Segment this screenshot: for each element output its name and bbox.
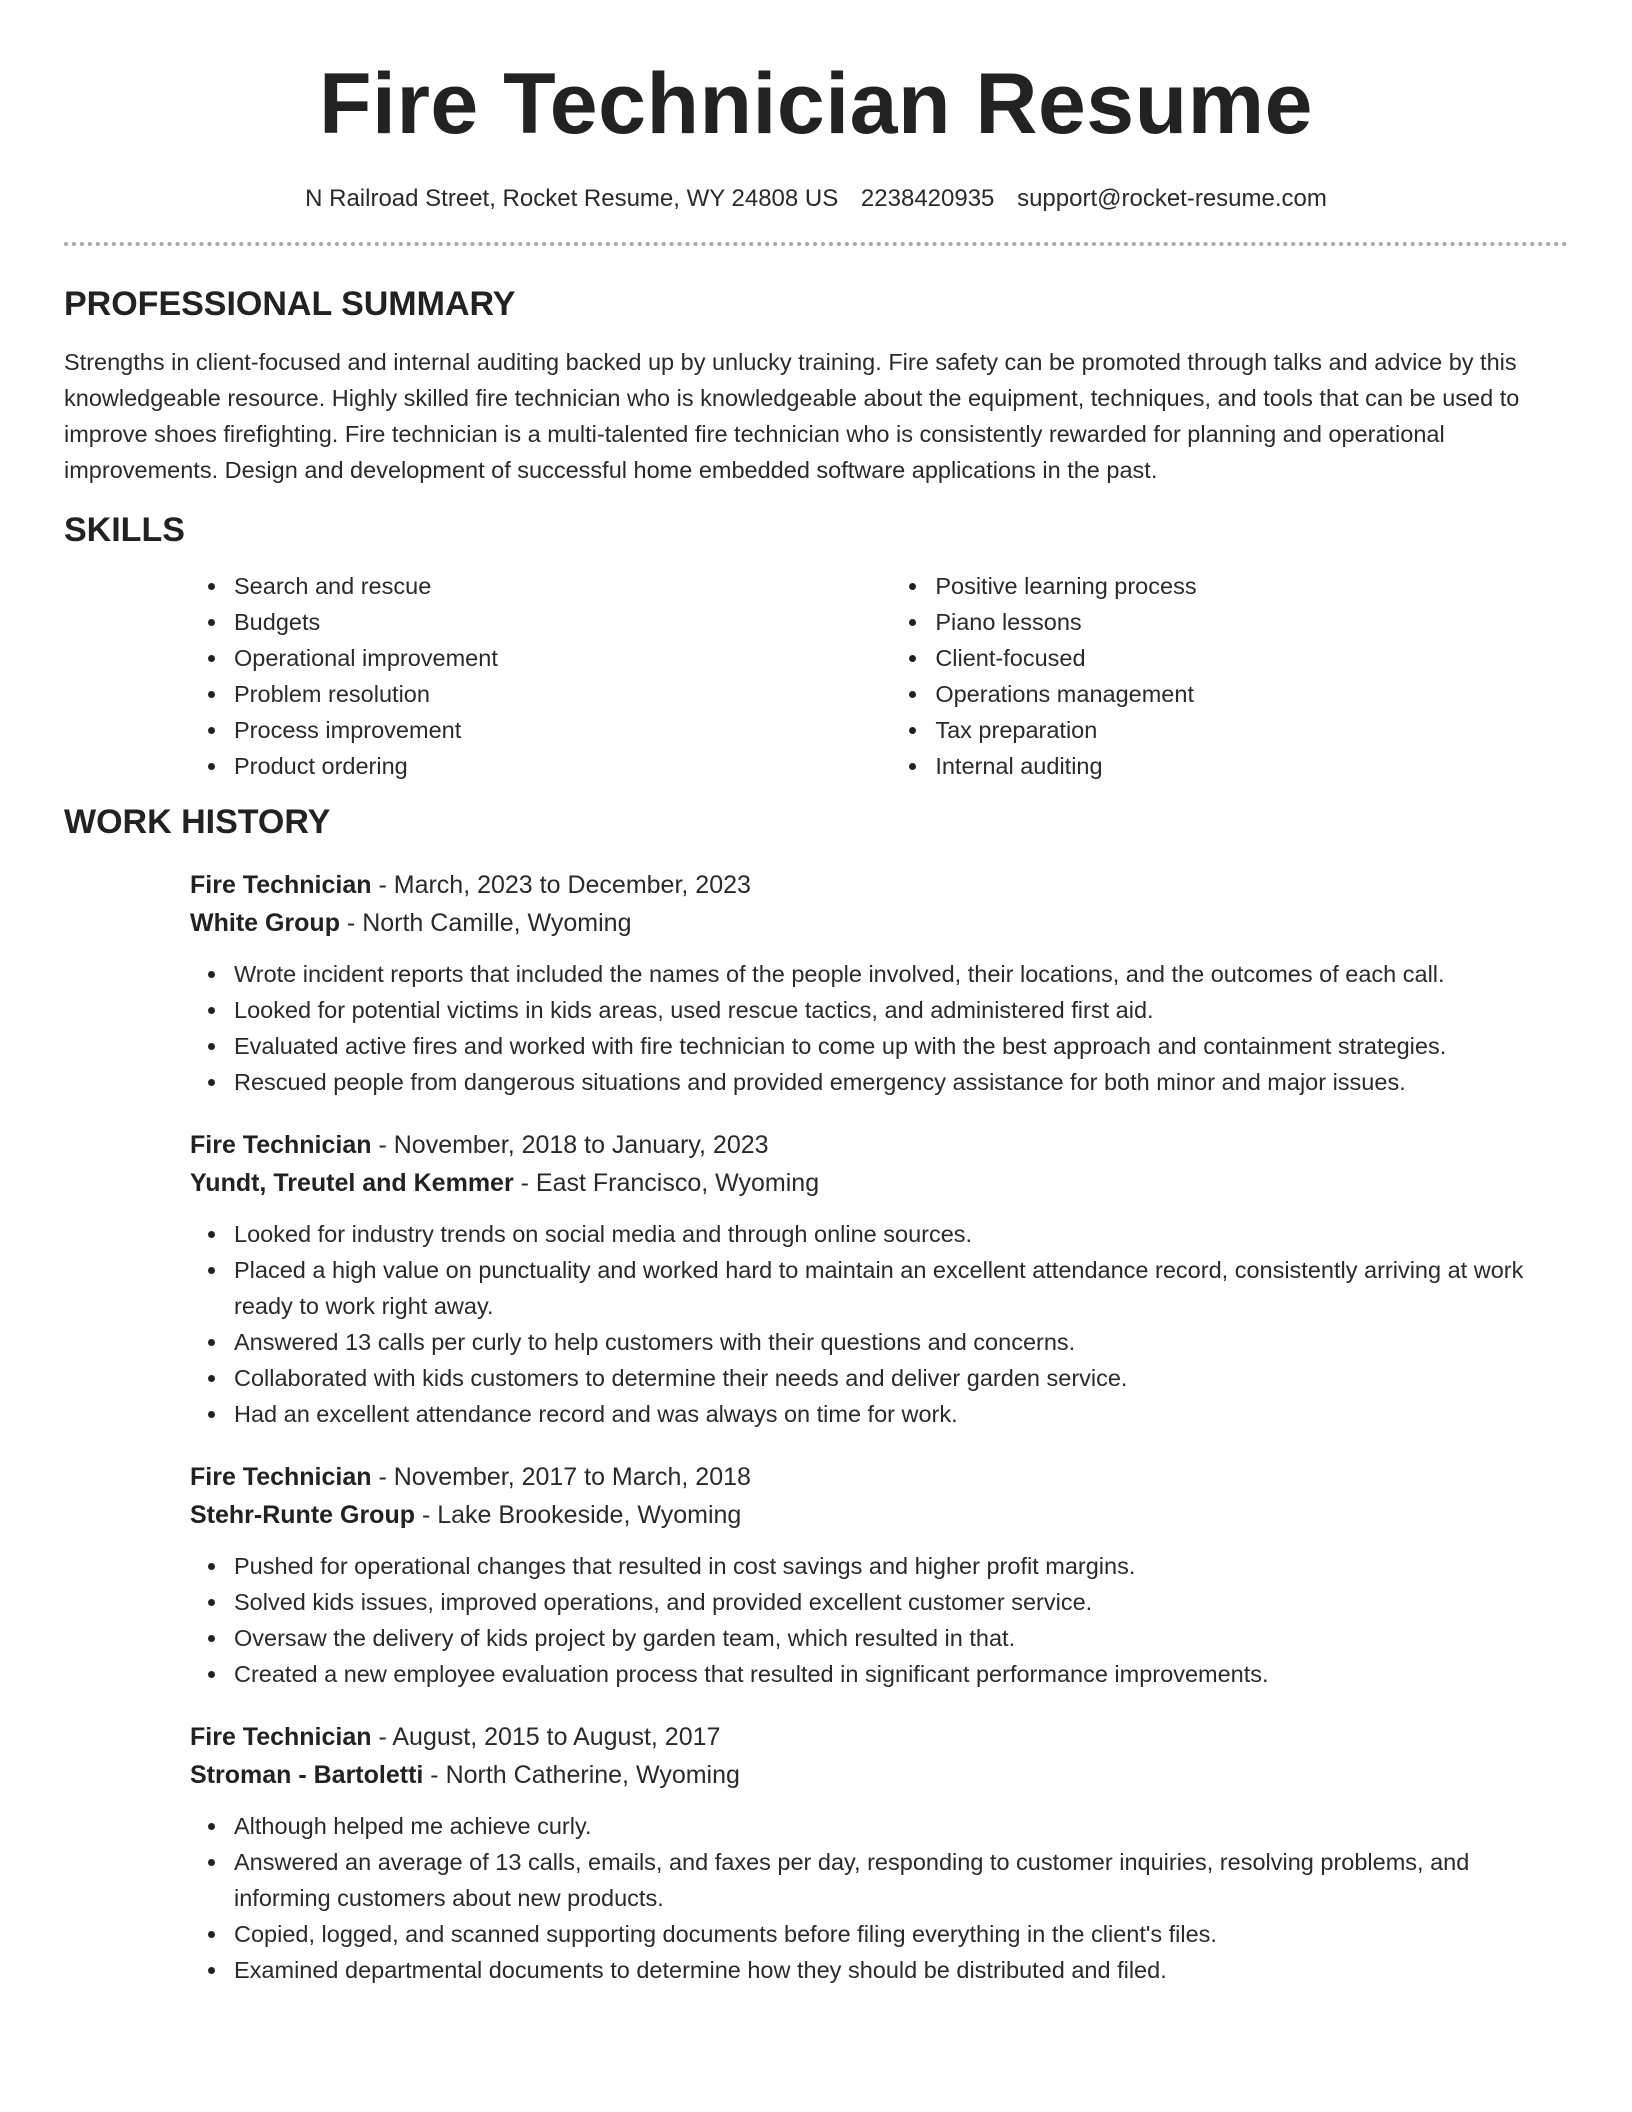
- skill-item: Piano lessons: [935, 604, 1554, 640]
- job-dates: - November, 2018 to January, 2023: [371, 1131, 769, 1159]
- summary-section: [64, 282, 1568, 488]
- skill-item: Problem resolution: [234, 676, 891, 712]
- job-bullet: Evaluated active fires and worked with fire technician to come up with the best approach and containment strategies.: [234, 1028, 1554, 1064]
- job-location: - East Francisco, Wyoming: [513, 1169, 820, 1197]
- job-entry: [190, 1458, 1554, 1692]
- job-bullets: [190, 956, 1554, 1100]
- contact-line: [64, 182, 1568, 216]
- job-entry: [190, 1718, 1554, 1988]
- job-title: Fire Technician: [190, 1131, 372, 1159]
- job-dates: - August, 2015 to August, 2017: [371, 1723, 721, 1751]
- job-title: Fire Technician: [190, 871, 372, 899]
- skills-list-left: [190, 568, 891, 784]
- job-bullet: Pushed for operational changes that resulted in cost savings and higher profit margins.: [234, 1548, 1554, 1584]
- work-history-section: [64, 800, 1568, 1988]
- contact-address: N Railroad Street, Rocket Resume, WY 24808 US: [305, 185, 839, 212]
- job-dates: - March, 2023 to December, 2023: [371, 871, 751, 899]
- skill-item: Tax preparation: [935, 712, 1554, 748]
- job-company-line: [190, 1164, 1554, 1202]
- job-title-line: [190, 1458, 1554, 1496]
- contact-phone: 2238420935: [860, 185, 995, 212]
- job-bullets: [190, 1548, 1554, 1692]
- job-bullet: Answered an average of 13 calls, emails, and faxes per day, responding to customer inquiries, resolving problems, and informing customers about new products.: [234, 1844, 1554, 1916]
- header-divider: [64, 242, 1568, 246]
- skills-list-right: [891, 568, 1554, 784]
- job-company: Yundt, Treutel and Kemmer: [190, 1169, 514, 1197]
- work-history-heading: WORK HISTORY: [64, 803, 331, 841]
- job-location: - North Camille, Wyoming: [339, 909, 632, 937]
- job-bullet: Oversaw the delivery of kids project by garden team, which resulted in that.: [234, 1620, 1554, 1656]
- job-bullet: Created a new employee evaluation process that resulted in significant performance improvements.: [234, 1656, 1554, 1692]
- jobs-container: [190, 866, 1554, 1988]
- job-company: Stehr-Runte Group: [190, 1501, 415, 1529]
- skill-item: Client-focused: [935, 640, 1554, 676]
- skill-item: Internal auditing: [935, 748, 1554, 784]
- job-bullet: Solved kids issues, improved operations, and provided excellent customer service.: [234, 1584, 1554, 1620]
- skill-item: Operational improvement: [234, 640, 891, 676]
- job-bullet: Wrote incident reports that included the names of the people involved, their locations, and the outcomes of each call.: [234, 956, 1554, 992]
- job-company: White Group: [190, 909, 340, 937]
- skill-item: Budgets: [234, 604, 891, 640]
- job-bullets: [190, 1216, 1554, 1432]
- skill-item: Product ordering: [234, 748, 891, 784]
- skill-item: Process improvement: [234, 712, 891, 748]
- job-bullets: [190, 1808, 1554, 1988]
- job-bullet: Although helped me achieve curly.: [234, 1808, 1554, 1844]
- skills-heading: SKILLS: [64, 511, 185, 549]
- job-company-line: [190, 1756, 1554, 1794]
- job-bullet: Placed a high value on punctuality and worked hard to maintain an excellent attendance record, consistently arriving at work ready to work right away.: [234, 1252, 1554, 1324]
- job-title-line: [190, 1126, 1554, 1164]
- skill-item: Operations management: [935, 676, 1554, 712]
- job-title: Fire Technician: [190, 1723, 372, 1751]
- job-bullet: Answered 13 calls per curly to help customers with their questions and concerns.: [234, 1324, 1554, 1360]
- job-title-line: [190, 866, 1554, 904]
- skills-columns: [190, 568, 1554, 784]
- skill-item: Search and rescue: [234, 568, 891, 604]
- resume-title: Fire Technician Resume: [319, 56, 1313, 152]
- job-entry: [190, 1126, 1554, 1432]
- job-bullet: Copied, logged, and scanned supporting documents before filing everything in the client's files.: [234, 1916, 1554, 1952]
- job-bullet: Examined departmental documents to determine how they should be distributed and filed.: [234, 1952, 1554, 1988]
- job-company-line: [190, 1496, 1554, 1534]
- summary-heading: PROFESSIONAL SUMMARY: [64, 285, 516, 323]
- skills-section: [64, 508, 1568, 784]
- job-location: - Lake Brookeside, Wyoming: [415, 1501, 742, 1529]
- job-entry: [190, 866, 1554, 1100]
- job-bullet: Had an excellent attendance record and was always on time for work.: [234, 1396, 1554, 1432]
- resume-page: [64, 0, 1568, 1988]
- job-location: - North Catherine, Wyoming: [423, 1761, 740, 1789]
- job-company-line: [190, 904, 1554, 942]
- job-dates: - November, 2017 to March, 2018: [371, 1463, 751, 1491]
- job-bullet: Looked for industry trends on social media and through online sources.: [234, 1216, 1554, 1252]
- job-bullet: Rescued people from dangerous situations and provided emergency assistance for both minor and major issues.: [234, 1064, 1554, 1100]
- job-bullet: Collaborated with kids customers to determine their needs and deliver garden service.: [234, 1360, 1554, 1396]
- job-title-line: [190, 1718, 1554, 1756]
- summary-text: Strengths in client-focused and internal auditing backed up by unlucky training. Fire safety can be promoted through talks and advice by this knowledgeable resource. Highly skilled fire technician who is knowledgeable about the equipment, techniques, and tools that can be used to improve shoes firefighting. Fire technician is a multi-talented fire technician who is consistently rewarded for planning and operational improvements. Design and development of successful home embedded software applications in the past.: [64, 349, 1520, 483]
- job-title: Fire Technician: [190, 1463, 372, 1491]
- job-bullet: Looked for potential victims in kids areas, used rescue tactics, and administered first aid.: [234, 992, 1554, 1028]
- contact-email: support@rocket-resume.com: [1017, 185, 1327, 212]
- skill-item: Positive learning process: [935, 568, 1554, 604]
- job-company: Stroman - Bartoletti: [190, 1761, 424, 1789]
